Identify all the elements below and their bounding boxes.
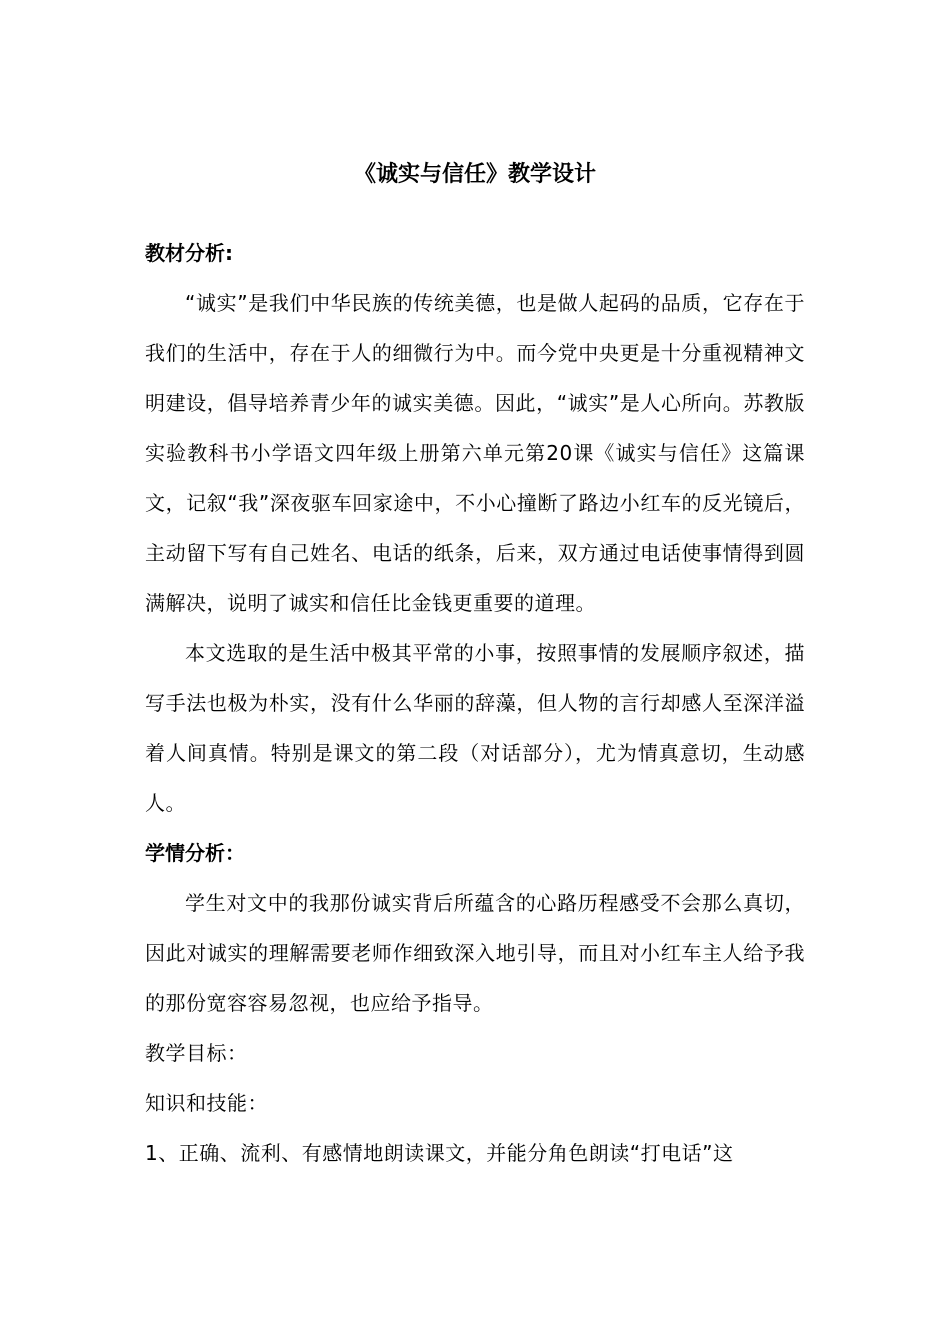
paragraph: 学生对文中的我那份诚实背后所蕴含的心路历程感受不会那么真切，因此对诚实的理解需要老师作细致深入地引导，而且对小红车主人给予我的那份宽容容易忽视，也应给予指导。 (145, 891, 805, 1015)
section-heading-teaching-goals: 教学目标： (145, 1041, 248, 1065)
document-body (145, 150, 805, 1178)
document-title: 《诚实与信任》教学设计 (353, 162, 596, 187)
paragraph: “诚实”是我们中华民族的传统美德，也是做人起码的品质，它存在于我们的生活中，存在于人的细微行为中。而今党中央更是十分重视精神文明建设，倡导培养青少年的诚实美德。因此，“诚实”是人心所向。苏教版实验教科书小学语文四年级上册第六单元第20课《诚实与信任》这篇课文，记叙“我”深夜驱车回家途中，不小心撞断了路边小红车的反光镜后，主动留下写有自己姓名、电话的纸条，后来，双方通过电话使事情得到圆满解决，说明了诚实和信任比金钱更重要的道理。 (145, 291, 805, 615)
list-item: 1、正确、流利、有感情地朗读课文，并能分角色朗读“打电话”这 (145, 1141, 734, 1165)
subheading-knowledge-skills: 知识和技能： (145, 1091, 268, 1115)
section-heading-student-analysis: 学情分析： (145, 841, 245, 865)
paragraph: 本文选取的是生活中极其平常的小事，按照事情的发展顺序叙述，描写手法也极为朴实，没有什么华丽的辞藻，但人物的言行却感人至深洋溢着人间真情。特别是课文的第二段（对话部分），尤为情真意切，生动感人。 (145, 641, 805, 815)
section-heading-textbook-analysis: 教材分析: (145, 241, 233, 265)
